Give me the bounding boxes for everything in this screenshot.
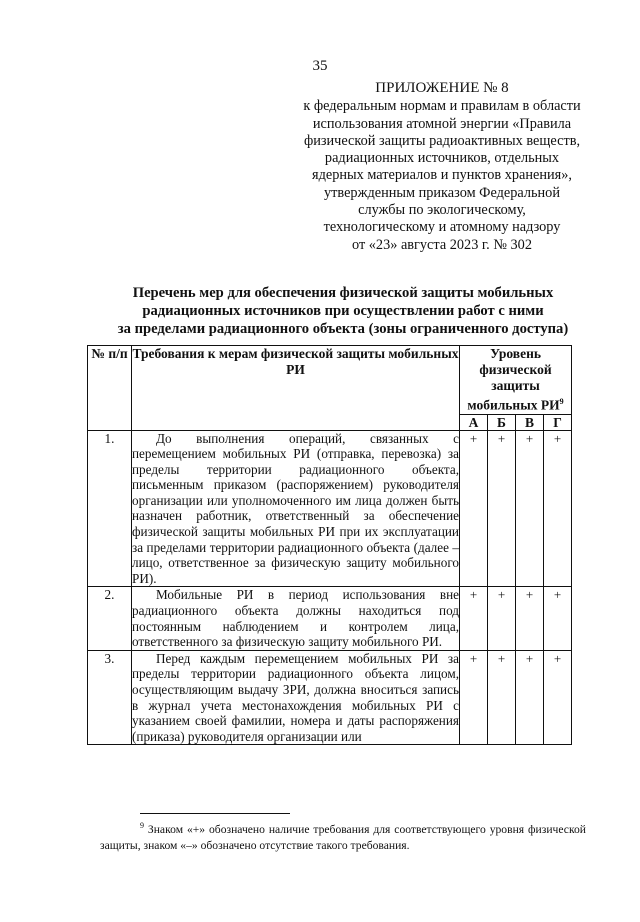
level-mark: + [544,650,572,745]
column-header-protection-level [460,346,572,415]
row-number: 2. [88,587,132,650]
level-mark: + [460,650,488,745]
row-number: 1. [88,430,132,587]
title-line: Перечень мер для обеспечения физической защиты мобильных [132,285,554,301]
level-mark: + [488,430,516,587]
document-title [100,284,586,338]
requirement-paragraph: Мобильные РИ в период использования вне радиационного объекта должны находиться под постоянным наблюдением и контролем лица, ответственного за физическую защиту мобильного РИ. [132,587,459,650]
row-number: 3. [88,650,132,745]
appendix-line: использования атомной энергии «Правила [312,115,572,132]
table-row [88,430,572,587]
appendix-line: радиационных источников, отдельных [324,150,560,167]
title-line: радиационных источников при осуществлении работ с ними [142,303,544,319]
appendix-line: от «23» августа 2023 г. № 302 [352,236,532,253]
level-mark: + [516,650,544,745]
appendix-line: службы по экологическому, [358,202,526,219]
measures-table [87,345,572,745]
footnote-text: Знаком «+» обозначено наличие требования для соответствующего уровня физической защиты, знаком «–» обозначено отсутствие такого требования. [100,822,586,852]
footnote-paragraph [100,818,586,854]
appendix-line: технологическому и атомному надзору [323,219,561,236]
column-header-requirements: Требования к мерам физической защиты мобильных РИ [132,346,460,431]
table-row [88,587,572,650]
level-mark: + [488,587,516,650]
footnote-reference: 9 [559,397,564,406]
level-mark: + [488,650,516,745]
requirement-paragraph: До выполнения операций, связанных с перемещением мобильных РИ (отправка, перевозка) за пределы территории радиационного объекта, письменным приказом (распоряжением) руководителя организации или уполномоченного им лица должен быть назначен работник, ответственный за обеспечение физической защиты мобильных РИ при их эксплуатации за пределами территории радиационного объекта (далее – лицо, ответственное за физическую защиту мобильного РИ). [132,430,459,586]
page-number: 35 [312,58,328,74]
requirement-text [132,650,460,745]
level-mark: + [516,587,544,650]
title-line: за пределами радиационного объекта (зоны ограниченного доступа) [117,321,569,337]
table-row [88,650,572,745]
footnote [100,818,586,854]
requirement-paragraph: Перед каждым перемещением мобильных РИ за пределы территории радиационного объекта лицом, осуществляющим выдачу ЗРИ, должна вноситься запись в журнал учета местонахождения мобильных РИ с указанием своей фамилии, номера и даты распоряжения (приказа) руководителя организации или [132,650,459,744]
column-header-number: № п/п [88,346,132,431]
level-mark: + [516,430,544,587]
requirement-text [132,587,460,650]
appendix-line: к федеральным нормам и правилам в области [303,98,581,115]
level-mark: + [544,430,572,587]
appendix-line: утвержденным приказом Федеральной [324,184,560,201]
footnote-marker: 9 [140,821,144,830]
footnote-divider [140,813,290,814]
category-header-b: Б [488,414,516,430]
appendix-line: ядерных материалов и пунктов хранения», [312,167,572,184]
category-header-v: В [516,414,544,430]
requirement-text [132,430,460,587]
protection-level-label: Уровень физической защиты мобильных РИ [467,346,560,413]
category-header-a: А [460,414,488,430]
appendix-header [283,80,601,254]
level-mark: + [460,430,488,587]
level-mark: + [460,587,488,650]
appendix-line: физической защиты радиоактивных веществ, [303,132,581,149]
appendix-heading: ПРИЛОЖЕНИЕ № 8 [375,80,509,96]
level-mark: + [544,587,572,650]
category-header-g: Г [544,414,572,430]
